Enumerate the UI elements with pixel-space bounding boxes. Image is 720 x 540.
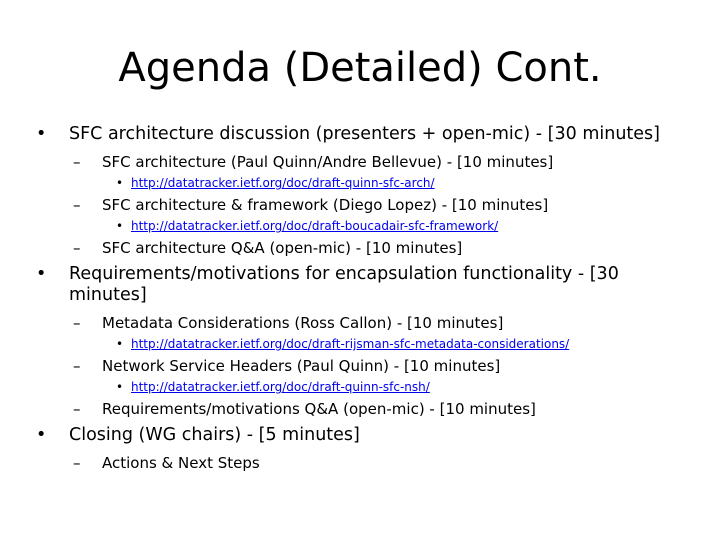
agenda-subitem-text: Network Service Headers (Paul Quinn) - [10 minutes] (102, 357, 501, 375)
bullet-icon: • (36, 264, 47, 284)
dash-bullet-icon: – (73, 400, 81, 418)
agenda-list (36, 124, 696, 477)
bullet-icon: • (116, 219, 124, 233)
draft-link[interactable]: http://datatracker.ietf.org/doc/draft-rijsman-sfc-metadata-considerations/ (131, 337, 570, 351)
dash-bullet-icon: – (73, 239, 81, 257)
agenda-item (36, 425, 696, 446)
agenda-subitem (73, 400, 696, 419)
agenda-subitem-text: SFC architecture (Paul Quinn/Andre Bellevue) - [10 minutes] (102, 153, 554, 171)
draft-link[interactable]: http://datatracker.ietf.org/doc/draft-quinn-sfc-arch/ (131, 176, 435, 190)
agenda-item (36, 124, 696, 145)
agenda-subitem (73, 454, 696, 473)
dash-bullet-icon: – (73, 454, 81, 472)
agenda-subitem-text: Metadata Considerations (Ross Callon) - [10 minutes] (102, 314, 504, 332)
agenda-item-text: SFC architecture discussion (presenters + open-mic) - [30 minutes] (69, 124, 660, 144)
dash-bullet-icon: – (73, 153, 81, 171)
agenda-link-item (116, 219, 696, 234)
agenda-subitem (73, 196, 696, 215)
agenda-subitem (73, 153, 696, 172)
dash-bullet-icon: – (73, 196, 81, 214)
dash-bullet-icon: – (73, 357, 81, 375)
bullet-icon: • (36, 425, 47, 445)
draft-link[interactable]: http://datatracker.ietf.org/doc/draft-quinn-sfc-nsh/ (131, 380, 430, 394)
bullet-icon: • (36, 124, 47, 144)
slide-title: Agenda (Detailed) Cont. (118, 45, 602, 91)
agenda-link-item (116, 337, 696, 352)
agenda-subitem-text: Actions & Next Steps (102, 454, 260, 472)
agenda-item-text: Requirements/motivations for encapsulation functionality - [30 minutes] (69, 264, 619, 305)
agenda-item-text: Closing (WG chairs) - [5 minutes] (69, 425, 360, 445)
bullet-icon: • (116, 176, 124, 190)
agenda-link-item (116, 380, 696, 395)
agenda-subitem (73, 239, 696, 258)
agenda-subitem-text: Requirements/motivations Q&A (open-mic) - [10 minutes] (102, 400, 536, 418)
bullet-icon: • (116, 380, 124, 394)
agenda-subitem (73, 314, 696, 333)
agenda-subitem (73, 357, 696, 376)
bullet-icon: • (116, 337, 124, 351)
draft-link[interactable]: http://datatracker.ietf.org/doc/draft-boucadair-sfc-framework/ (131, 219, 499, 233)
agenda-subitem-text: SFC architecture Q&A (open-mic) - [10 minutes] (102, 239, 463, 257)
agenda-item (36, 264, 696, 306)
agenda-link-item (116, 176, 696, 191)
dash-bullet-icon: – (73, 314, 81, 332)
agenda-subitem-text: SFC architecture & framework (Diego Lopez) - [10 minutes] (102, 196, 549, 214)
